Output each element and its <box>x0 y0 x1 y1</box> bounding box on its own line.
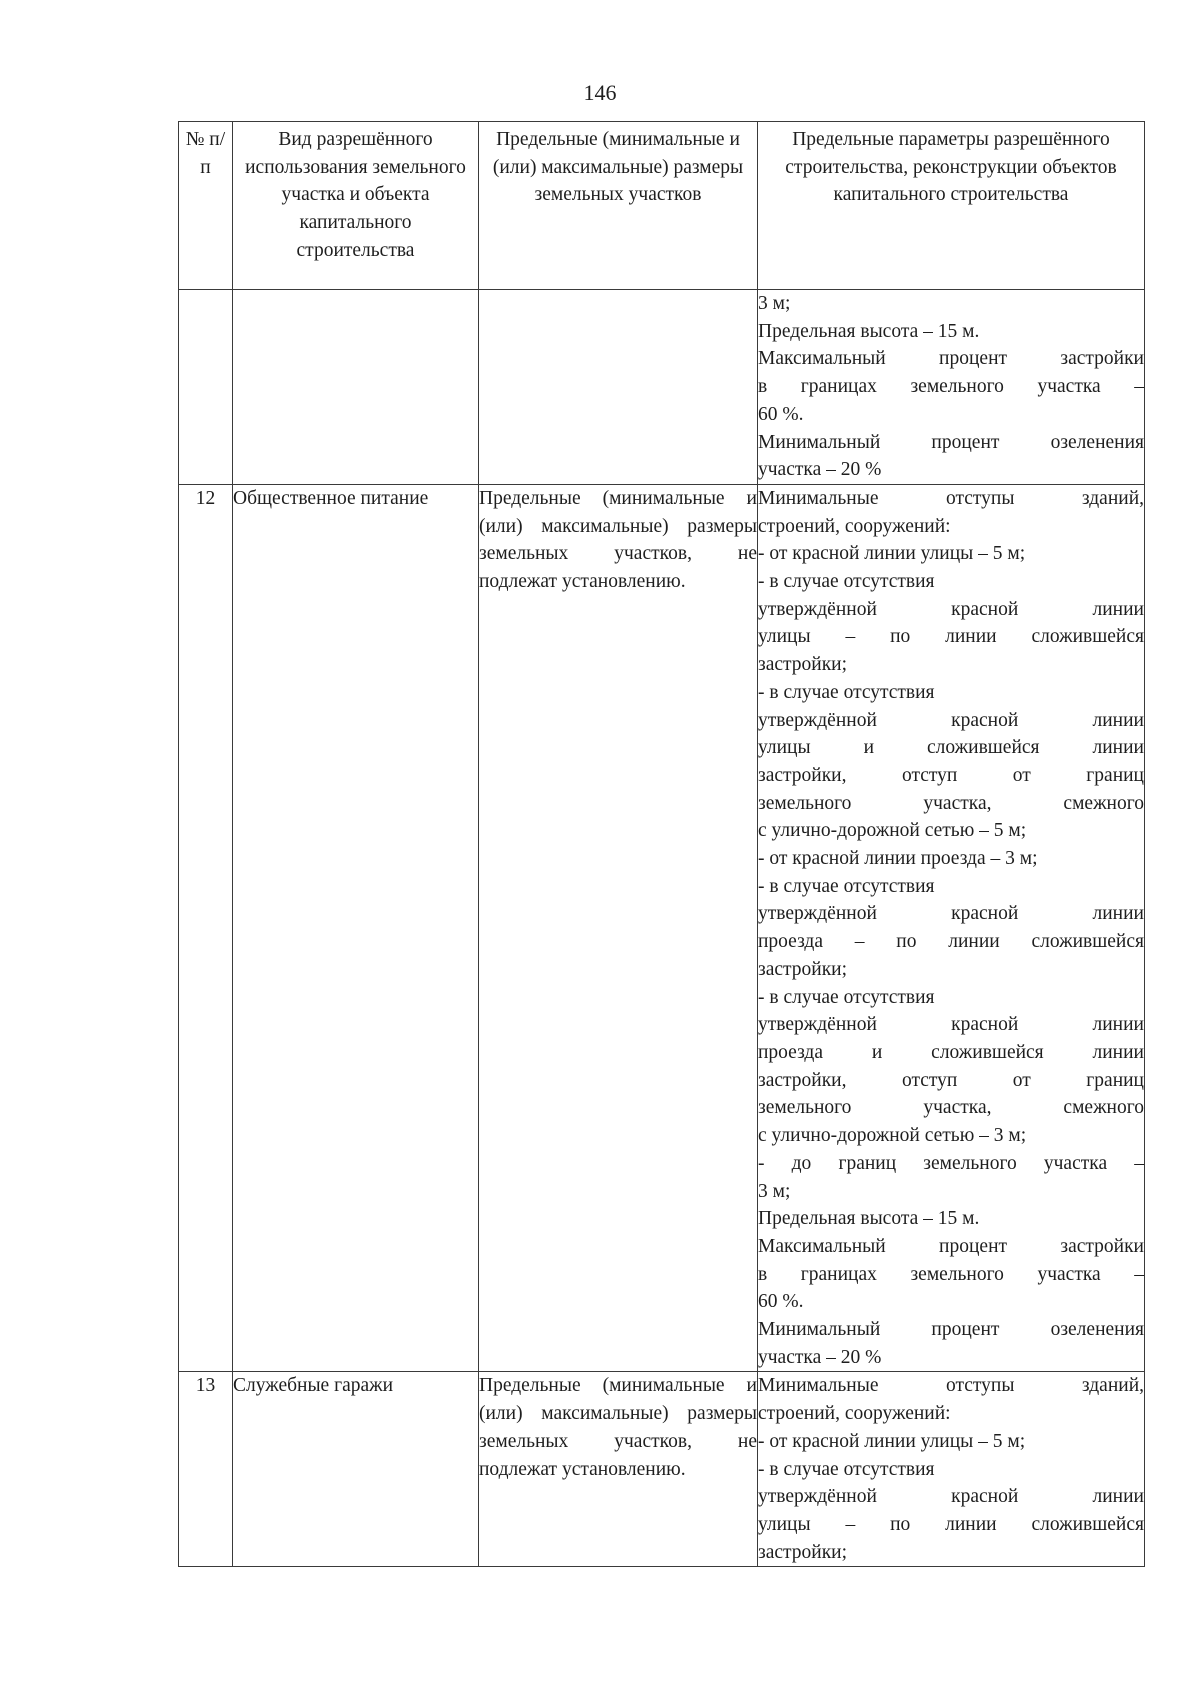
params-line: строений, сооружений: <box>758 1403 951 1425</box>
params-line: Минимальные отступы зданий, <box>758 487 1144 509</box>
params-line: улицы – по линии сложившейся <box>758 626 1144 648</box>
page-number: 146 <box>583 80 617 105</box>
params-line: строений, сооружений: <box>758 515 951 537</box>
params-line: земельного участка, смежного <box>758 1097 1144 1119</box>
params-line: утверждённой красной линии <box>758 598 1144 620</box>
params-line: в границах земельного участка – <box>758 1263 1144 1285</box>
params-line: - в случае отсутствия <box>758 571 935 593</box>
params-line: утверждённой красной линии <box>758 1014 1144 1036</box>
table-row <box>179 484 1145 1372</box>
params-line: Минимальные отступы зданий, <box>758 1375 1144 1397</box>
params-line: Предельная высота – 15 м. <box>758 320 980 342</box>
params-line: Минимальный процент озеленения <box>758 1319 1144 1341</box>
table-row <box>179 290 1145 485</box>
plot-sizes-cell: Предельные (минимальные и (или) максимальные) размеры земельных участков, не подлежат установлению. <box>479 484 758 1372</box>
params-line: проезда – по линии сложившейся <box>758 931 1144 953</box>
params-line: с улично-дорожной сетью – 5 м; <box>758 820 1027 842</box>
plot-sizes-cell: Предельные (минимальные и (или) максимальные) размеры земельных участков, не подлежат установлению. <box>479 1372 758 1567</box>
params-line: 60 %. <box>758 1291 804 1313</box>
params-line: Предельная высота – 15 м. <box>758 1208 980 1230</box>
header-use-type: Вид разрешённого использования земельного участка и объекта капитального строительства <box>233 122 479 290</box>
params-line: - в случае отсутствия <box>758 681 935 703</box>
table-header-row <box>179 122 1145 290</box>
row-number: 12 <box>179 484 233 1372</box>
use-type-cell: Служебные гаражи <box>233 1372 479 1567</box>
params-line: участка – 20 % <box>758 1346 882 1368</box>
params-cell <box>758 1372 1145 1567</box>
zoning-table <box>178 121 1145 1567</box>
params-line: 3 м; <box>758 293 791 314</box>
params-line: застройки; <box>758 1541 848 1563</box>
params-line: проезда и сложившейся линии <box>758 1041 1144 1063</box>
params-line: участка – 20 % <box>758 459 882 481</box>
table-row <box>179 1372 1145 1567</box>
header-plot-sizes: Предельные (минимальные и (или) максимальные) размеры земельных участков <box>479 122 758 290</box>
params-line: - в случае отсутствия <box>758 986 935 1008</box>
params-line: с улично-дорожной сетью – 3 м; <box>758 1125 1027 1147</box>
params-line: - от красной линии проезда – 3 м; <box>758 848 1038 870</box>
params-line: - от красной линии улицы – 5 м; <box>758 543 1026 565</box>
params-line: улицы и сложившейся линии <box>758 737 1144 759</box>
header-params: Предельные параметры разрешённого строительства, реконструкции объектов капитального строительства <box>758 122 1145 290</box>
params-line: 60 %. <box>758 403 804 425</box>
header-num: № п/п <box>179 122 233 290</box>
use-type-cell <box>233 290 479 485</box>
params-cell <box>758 484 1145 1372</box>
params-line: застройки, отступ от границ <box>758 1069 1144 1091</box>
params-line: Минимальный процент озеленения <box>758 431 1144 453</box>
row-number: 13 <box>179 1372 233 1567</box>
row-number <box>179 290 233 485</box>
params-line: утверждённой красной линии <box>758 1486 1144 1508</box>
params-line: - до границ земельного участка – <box>758 1152 1144 1174</box>
params-line: утверждённой красной линии <box>758 709 1144 731</box>
params-line: в границах земельного участка – <box>758 376 1144 398</box>
use-type-cell: Общественное питание <box>233 484 479 1372</box>
plot-sizes-cell <box>479 290 758 485</box>
params-line: - от красной линии улицы – 5 м; <box>758 1430 1026 1452</box>
params-line: земельного участка, смежного <box>758 792 1144 814</box>
params-line: улицы – по линии сложившейся <box>758 1513 1144 1535</box>
params-line: 3 м; <box>758 1180 791 1202</box>
params-line: застройки, отступ от границ <box>758 764 1144 786</box>
params-line: Максимальный процент застройки <box>758 1235 1144 1257</box>
params-line: утверждённой красной линии <box>758 903 1144 925</box>
params-cell <box>758 290 1145 485</box>
params-line: - в случае отсутствия <box>758 1458 935 1480</box>
params-line: Максимальный процент застройки <box>758 348 1144 370</box>
params-line: - в случае отсутствия <box>758 875 935 897</box>
params-line: застройки; <box>758 958 848 980</box>
params-line: застройки; <box>758 654 848 676</box>
